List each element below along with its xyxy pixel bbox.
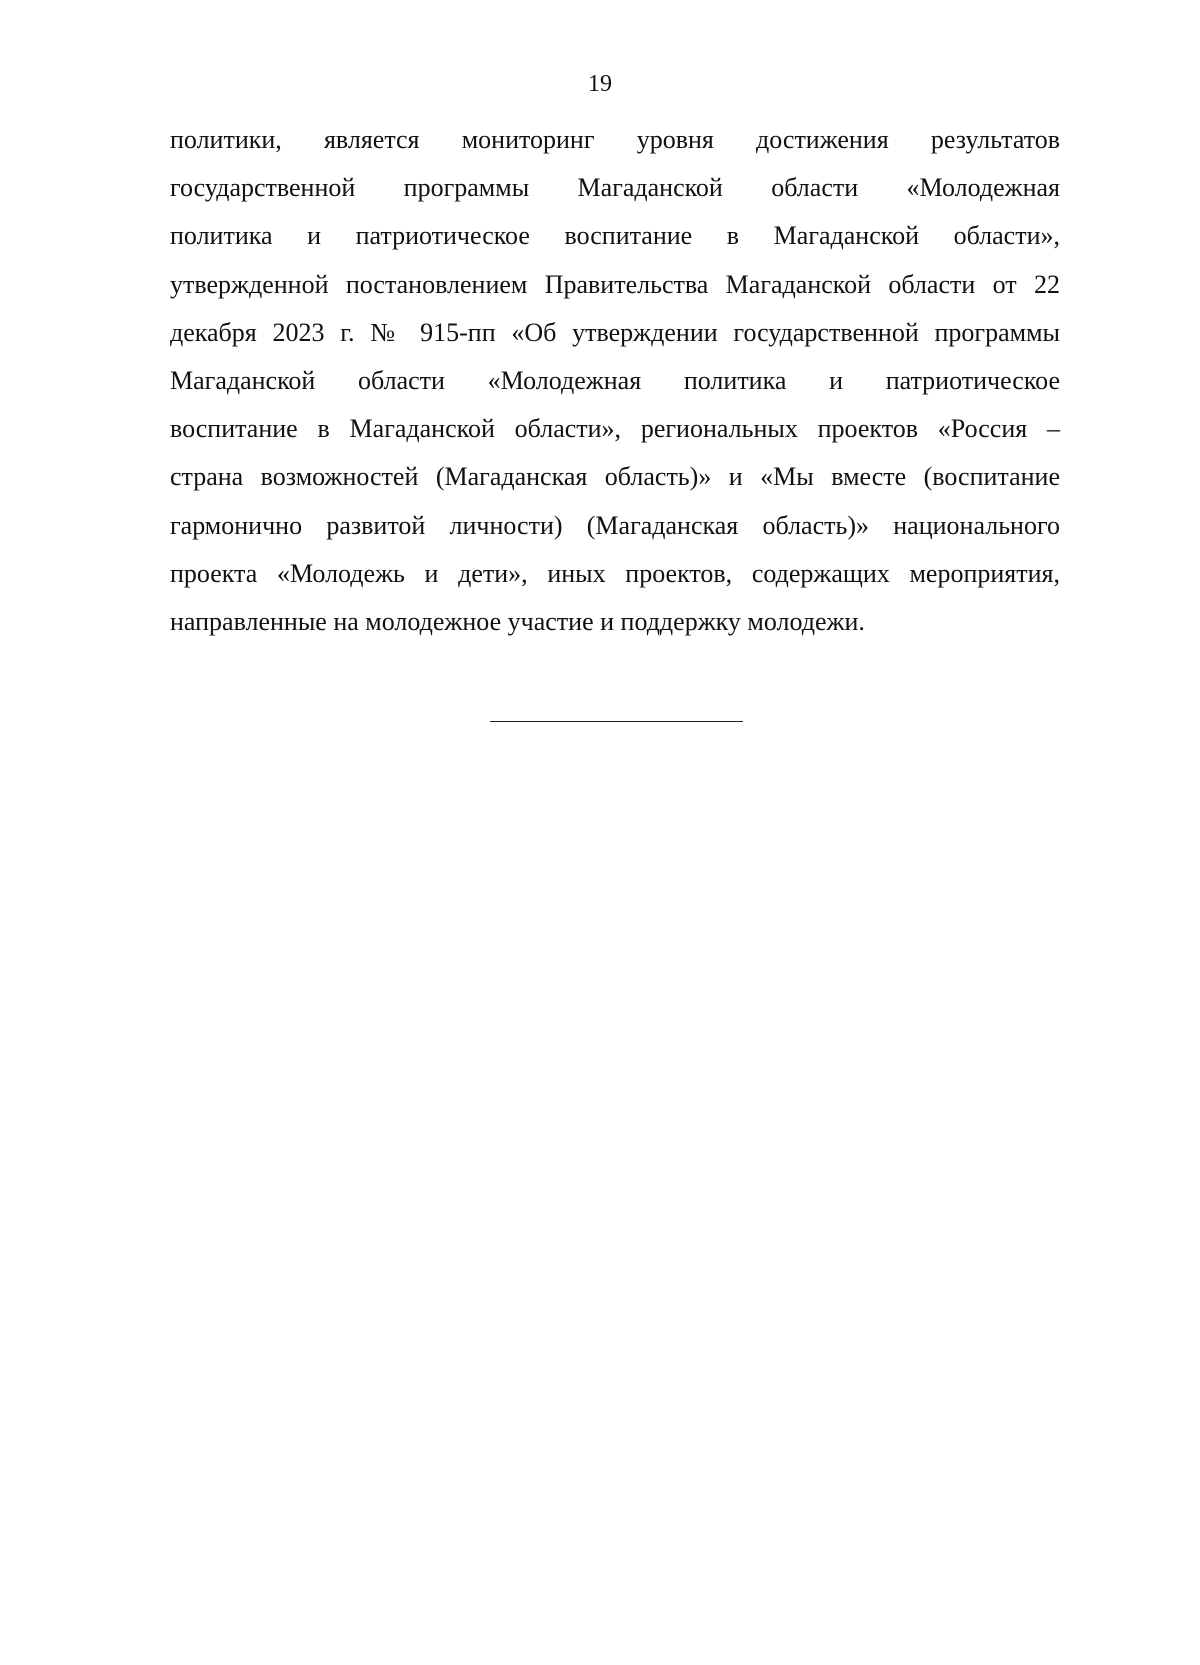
paragraph-line: гармонично развитой личности) (Магаданская область)» национального [170,510,1060,540]
paragraph-line: страна возможностей (Магаданская область)» и «Мы вместе (воспитание [170,462,1060,492]
body-paragraph [170,116,1060,646]
paragraph-line: проекта «Молодежь и дети», иных проектов, содержащих мероприятия, [170,558,1060,588]
paragraph-line: государственной программы Магаданской области «Молодежная [170,173,1060,203]
paragraph-line: направленные на молодежное участие и поддержку молодежи. [170,606,865,636]
end-of-document-rule [490,721,743,722]
paragraph-line: политики, является мониторинг уровня достижения результатов [170,125,1060,154]
paragraph-line: Магаданской области «Молодежная политика и патриотическое [170,365,1060,395]
page-number: 19 [588,71,612,97]
paragraph-line: утвержденной постановлением Правительства Магаданской области от 22 [170,269,1060,299]
paragraph-line: воспитание в Магаданской области», региональных проектов «Россия – [170,414,1060,444]
paragraph-line: декабря 2023 г. № 915-пп «Об утверждении государственной программы [170,317,1060,347]
paragraph-line: политика и патриотическое воспитание в Магаданской области», [170,221,1060,251]
